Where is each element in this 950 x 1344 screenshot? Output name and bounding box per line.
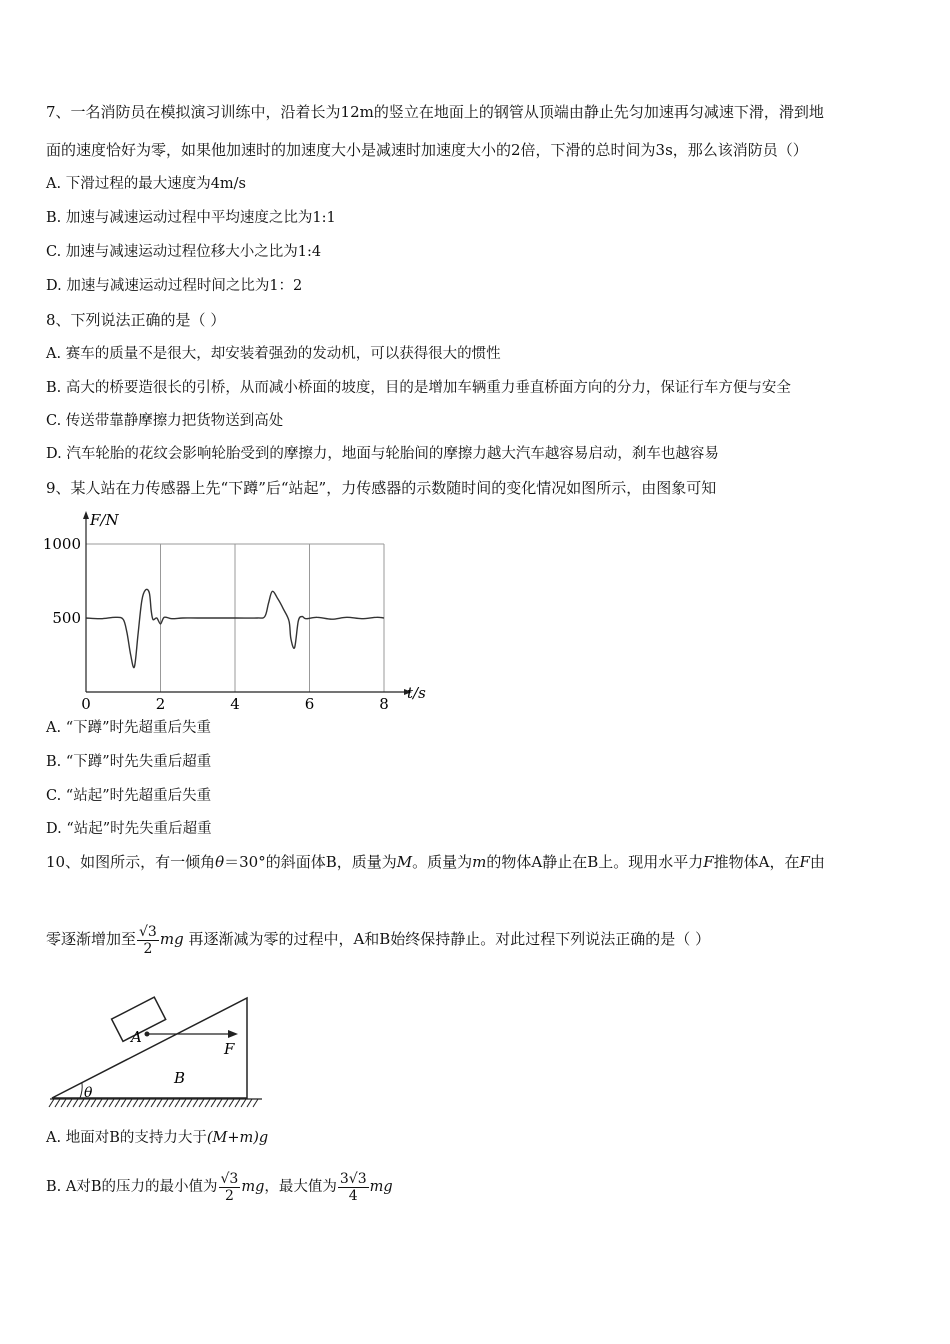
- hatch-line: [187, 1099, 192, 1107]
- hatch-line: [217, 1099, 222, 1107]
- hatch-line: [193, 1099, 198, 1107]
- angle-arc: [80, 1083, 82, 1098]
- q8-stem: 8、下列说法正确的是（ ）: [46, 311, 226, 329]
- hatch-line: [49, 1099, 54, 1107]
- hatch-line: [103, 1099, 108, 1107]
- label-F: F: [224, 1040, 235, 1058]
- q10-option-b: [46, 1166, 393, 1208]
- x-tick-label: 0: [81, 695, 91, 710]
- hatch-line: [181, 1099, 186, 1107]
- x-tick-label: 8: [379, 695, 389, 710]
- hatch-line: [205, 1099, 210, 1107]
- hatch-line: [241, 1099, 246, 1107]
- q10-option-b-text: ，最大值为: [264, 1179, 337, 1195]
- q10-mass-M: M: [396, 853, 413, 871]
- fraction: [137, 924, 159, 957]
- y-axis-label: F/N: [90, 511, 119, 529]
- q9-option-a: A. “下蹲”时先超重后失重: [46, 720, 212, 736]
- q8-option-b: B. 高大的桥要造很长的引桥，从而减小桥面的坡度，目的是增加车辆重力垂直桥面方向的分力，保证行车方便与安全: [46, 380, 791, 396]
- fraction-denominator: 2: [224, 1187, 234, 1204]
- arrow-head-icon: [228, 1030, 238, 1038]
- label-theta: θ: [84, 1085, 93, 1101]
- hatch-line: [199, 1099, 204, 1107]
- hatch-line: [211, 1099, 216, 1107]
- q7-option-d: D. 加速与减速运动过程时间之比为1：2: [46, 278, 303, 294]
- y-tick-label: 1000: [42, 535, 81, 553]
- q10-mass-m: m: [472, 853, 487, 871]
- q10-stem-line2: [46, 918, 710, 960]
- hatch-line: [253, 1099, 258, 1107]
- fraction-numerator: √3: [220, 1170, 239, 1187]
- hatch-line: [109, 1099, 114, 1107]
- hatch-line: [139, 1099, 144, 1107]
- hatch-line: [169, 1099, 174, 1107]
- q10-text: 零逐渐增加至: [46, 930, 137, 948]
- hatch-line: [61, 1099, 66, 1107]
- hatch-line: [121, 1099, 126, 1107]
- label-A: A: [131, 1028, 142, 1046]
- fraction-numerator: 3√3: [339, 1170, 367, 1187]
- hatch-line: [247, 1099, 252, 1107]
- hatch-line: [223, 1099, 228, 1107]
- hatch-line: [97, 1099, 102, 1107]
- y-tick-label: 500: [52, 609, 81, 627]
- hatch-line: [163, 1099, 168, 1107]
- q9-option-d: D. “站起”时先失重后超重: [46, 821, 212, 837]
- q10-option-a-expr: (M+m)g: [206, 1130, 269, 1146]
- q10-text: 推物体A，在: [713, 853, 800, 871]
- q10-text: ＝30°的斜面体B，质量为: [224, 853, 397, 871]
- mg-term: mg: [369, 1179, 393, 1195]
- q10-stem-line1: [46, 852, 825, 872]
- q7-stem-line2: 面的速度恰好为零，如果他加速时的加速度大小是减速时加速度大小的2倍，下滑的总时间为3s，那么该消防员（）: [46, 141, 808, 159]
- hatch-line: [133, 1099, 138, 1107]
- fraction: [219, 1171, 241, 1204]
- q8-option-c: C. 传送带靠静摩擦力把货物送到高处: [46, 413, 284, 429]
- fraction-numerator: √3: [139, 923, 157, 940]
- hatch-line: [151, 1099, 156, 1107]
- mg-term: mg: [241, 1179, 265, 1195]
- q10-force-F: F: [703, 853, 714, 871]
- x-tick-label: 2: [155, 695, 166, 710]
- mg-term: mg: [159, 930, 184, 948]
- x-tick-label: 6: [304, 695, 315, 710]
- q7-option-c: C. 加速与减速运动过程位移大小之比为1:4: [46, 244, 322, 260]
- q10-option-a-text: A. 地面对B的支持力大于: [46, 1130, 207, 1146]
- q8-option-d: D. 汽车轮胎的花纹会影响轮胎受到的摩擦力，地面与轮胎间的摩擦力越大汽车越容易启动，刹车也越容易: [46, 446, 719, 462]
- hatch-line: [229, 1099, 234, 1107]
- hatch-line: [175, 1099, 180, 1107]
- q10-force-F: F: [799, 853, 810, 871]
- q10-option-b-text: B. A对B的压力的最小值为: [46, 1179, 218, 1195]
- hatch-line: [157, 1099, 162, 1107]
- hatch-line: [145, 1099, 150, 1107]
- hatch-line: [115, 1099, 120, 1107]
- fraction-denominator: 4: [348, 1187, 358, 1204]
- hatch-line: [73, 1099, 78, 1107]
- q8-option-a: A. 赛车的质量不是很大，却安装着强劲的发动机，可以获得很大的惯性: [46, 346, 501, 362]
- hatch-line: [55, 1099, 60, 1107]
- q10-text: 。质量为: [412, 853, 473, 871]
- hatch-line: [235, 1099, 240, 1107]
- fraction: [338, 1171, 369, 1204]
- q10-option-a: [46, 1128, 268, 1148]
- hatch-line: [127, 1099, 132, 1107]
- q10-text: 10、如图所示，有一倾角: [46, 853, 216, 871]
- label-B: B: [174, 1069, 186, 1087]
- x-tick-label: 4: [230, 695, 240, 710]
- q9-option-c: C. “站起”时先超重后失重: [46, 788, 212, 804]
- q10-theta: θ: [215, 853, 225, 871]
- incline-diagram: [44, 988, 269, 1113]
- q7-option-b: B. 加速与减速运动过程中平均速度之比为1:1: [46, 210, 336, 226]
- q7-option-a: A. 下滑过程的最大速度为4m/s: [46, 176, 246, 192]
- fraction-denominator: 2: [143, 940, 153, 957]
- q10-text: 再逐渐减为零的过程中，A和B始终保持静止。对此过程下列说法正确的是（ ）: [188, 930, 711, 948]
- hatch-line: [67, 1099, 72, 1107]
- x-axis-label: t/s: [407, 684, 426, 702]
- q9-option-b: B. “下蹲”时先失重后超重: [46, 754, 212, 770]
- force-time-chart: [40, 505, 440, 710]
- y-axis-arrow: [83, 511, 89, 519]
- ground-hatching: [49, 1099, 258, 1107]
- q7-stem-line1: 7、一名消防员在模拟演习训练中，沿着长为12m的竖立在地面上的钢管从顶端由静止先匀加速再匀减速下滑，滑到地: [46, 103, 824, 121]
- q10-text: 的物体A静止在B上。现用水平力: [486, 853, 704, 871]
- q9-stem: 9、某人站在力传感器上先“下蹲”后“站起”，力传感器的示数随时间的变化情况如图所示，由图象可知: [46, 479, 717, 497]
- q10-text: 由: [809, 853, 825, 871]
